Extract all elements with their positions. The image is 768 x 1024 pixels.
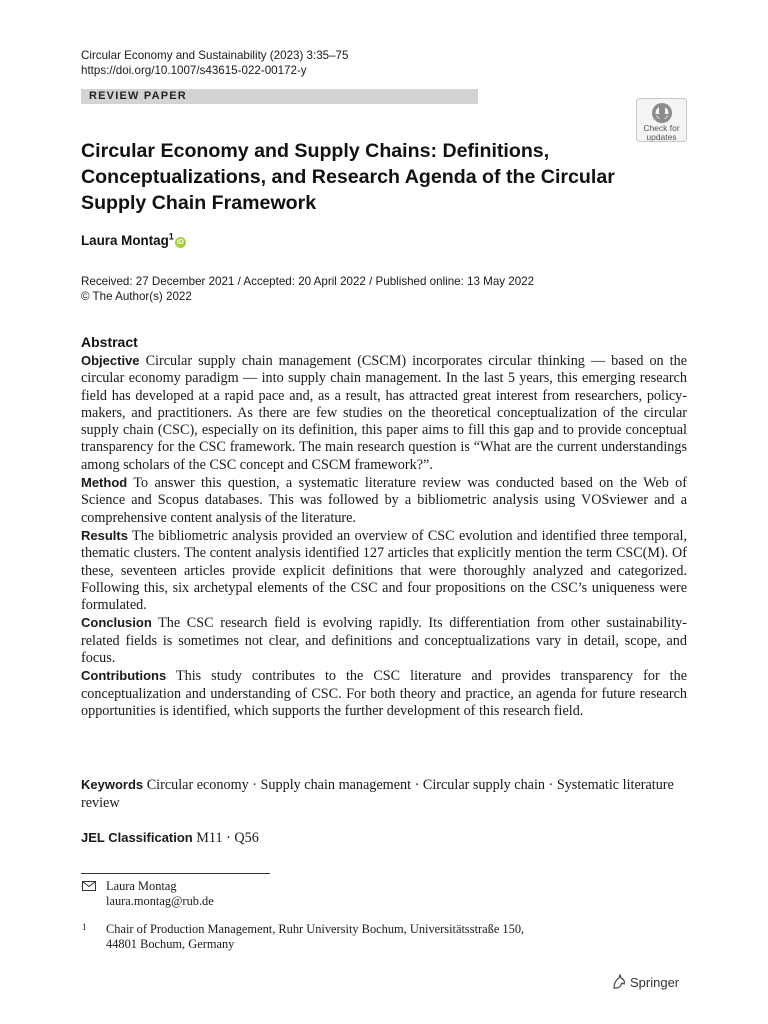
author-name[interactable]: Laura Montag — [81, 233, 169, 248]
abstract-label: Objective — [81, 353, 140, 368]
article-type-banner: REVIEW PAPER — [81, 89, 478, 104]
springer-horse-icon — [611, 974, 627, 990]
check-updates-line1: Check for — [643, 123, 680, 133]
dates-line: Received: 27 December 2021 / Accepted: 20 April 2022 / Published online: 13 May 2022 — [81, 275, 535, 288]
abstract-label: Method — [81, 475, 128, 491]
copyright-line: © The Author(s) 2022 — [81, 290, 192, 303]
jel-codes: M11 · Q56 — [196, 830, 259, 846]
journal-line: Circular Economy and Sustainability (2023) 3:35–75 — [81, 49, 349, 62]
crossmark-icon — [650, 102, 674, 124]
publisher-name: Springer — [630, 975, 680, 990]
affiliation-number: 1 — [82, 922, 87, 932]
footnote-divider — [81, 873, 270, 874]
jel-label: JEL Classification — [81, 830, 193, 845]
publication-history — [81, 274, 534, 304]
abstract-text: Circular supply chain management (CSCM) incorporates circular thinking — based on the circular economy paradigm — into supply chain management. In the last 5 years, this emerging research field has developed at a rapid pace and, as a result, has attracted great interest from researchers, policy-makers, and practitioners. As there are few studies on the theoretical conceptualization of the circular supply chain (CSC), especially on its definition, this paper aims to fill this gap and to provide conceptual transparency for the CSC framework. The main research question is “What are the current understandings among scholars of the CSC concept and CSCM framework?”. — [81, 353, 687, 473]
keywords-text: Circular economy · Supply chain management · Circular supply chain · Systematic literature review — [81, 777, 674, 811]
abstract-text: The bibliometric analysis provided an overview of CSC evolution and identified three temporal, thematic clusters. The content analysis identified 127 articles that explicitly mention the term CSC(M). Of these, seventeen articles provide explicit definitions that were thoroughly analyzed and categorized. Following this, six archetypal elements of the CSC and four propositions on the CSC’s uniqueness were formulated. — [81, 527, 688, 614]
abstract-results — [81, 527, 687, 614]
abstract-label: Results — [81, 527, 128, 543]
orcid-icon[interactable]: iD — [176, 239, 184, 246]
abstract-contributions — [81, 667, 687, 720]
author-affiliation-ref: 1 — [168, 231, 174, 242]
check-for-updates-badge[interactable] — [636, 98, 687, 142]
affiliation-line: 44801 Bochum, Germany — [106, 937, 235, 951]
author-line — [81, 232, 186, 250]
article-title: Circular Economy and Supply Chains: Definitions, Conceptualizations, and Research Agenda of the Circular Supply Chain Framework — [81, 140, 615, 214]
check-updates-line2: updates — [646, 131, 677, 142]
abstract-conclusion — [81, 614, 687, 667]
correspondence-name: Laura Montag — [106, 879, 177, 893]
correspondence-email[interactable]: laura.montag@rub.de — [106, 894, 214, 908]
abstract-heading: Abstract — [81, 334, 138, 350]
affiliation-line: Chair of Production Management, Ruhr University Bochum, Universitätsstraße 150, — [106, 922, 525, 936]
abstract-label: Conclusion — [81, 615, 152, 631]
journal-citation — [81, 48, 348, 78]
abstract-method — [81, 474, 687, 527]
keywords-label: Keywords — [81, 777, 144, 792]
doi-link[interactable]: https://doi.org/10.1007/s43615-022-00172-y — [81, 64, 307, 77]
abstract-text: To answer this question, a systematic literature review was conducted based on the Web of Science and Scopus databases. This was followed by a bibliometric analysis using VOSviewer and a comprehensive content analysis of the literature. — [81, 475, 688, 526]
jel-classification — [81, 829, 259, 848]
abstract-objective — [81, 352, 687, 474]
abstract-text: This study contributes to the CSC literature and provides transparency for the conceptualization and understanding of CSC. For both theory and practice, an agenda for future research opportunities is identified, which supports the further development of this research field. — [81, 668, 687, 719]
envelope-icon — [82, 881, 96, 891]
publisher-logo — [611, 974, 679, 992]
abstract-body — [81, 352, 687, 720]
abstract-label: Contributions — [81, 668, 167, 684]
abstract-text: The CSC research field is evolving rapidly. Its differentiation from other sustainability-related fields is sometimes not clear, and definitions and conceptualizations vary in detail, scope, and focus. — [81, 615, 688, 667]
keywords — [81, 776, 687, 812]
